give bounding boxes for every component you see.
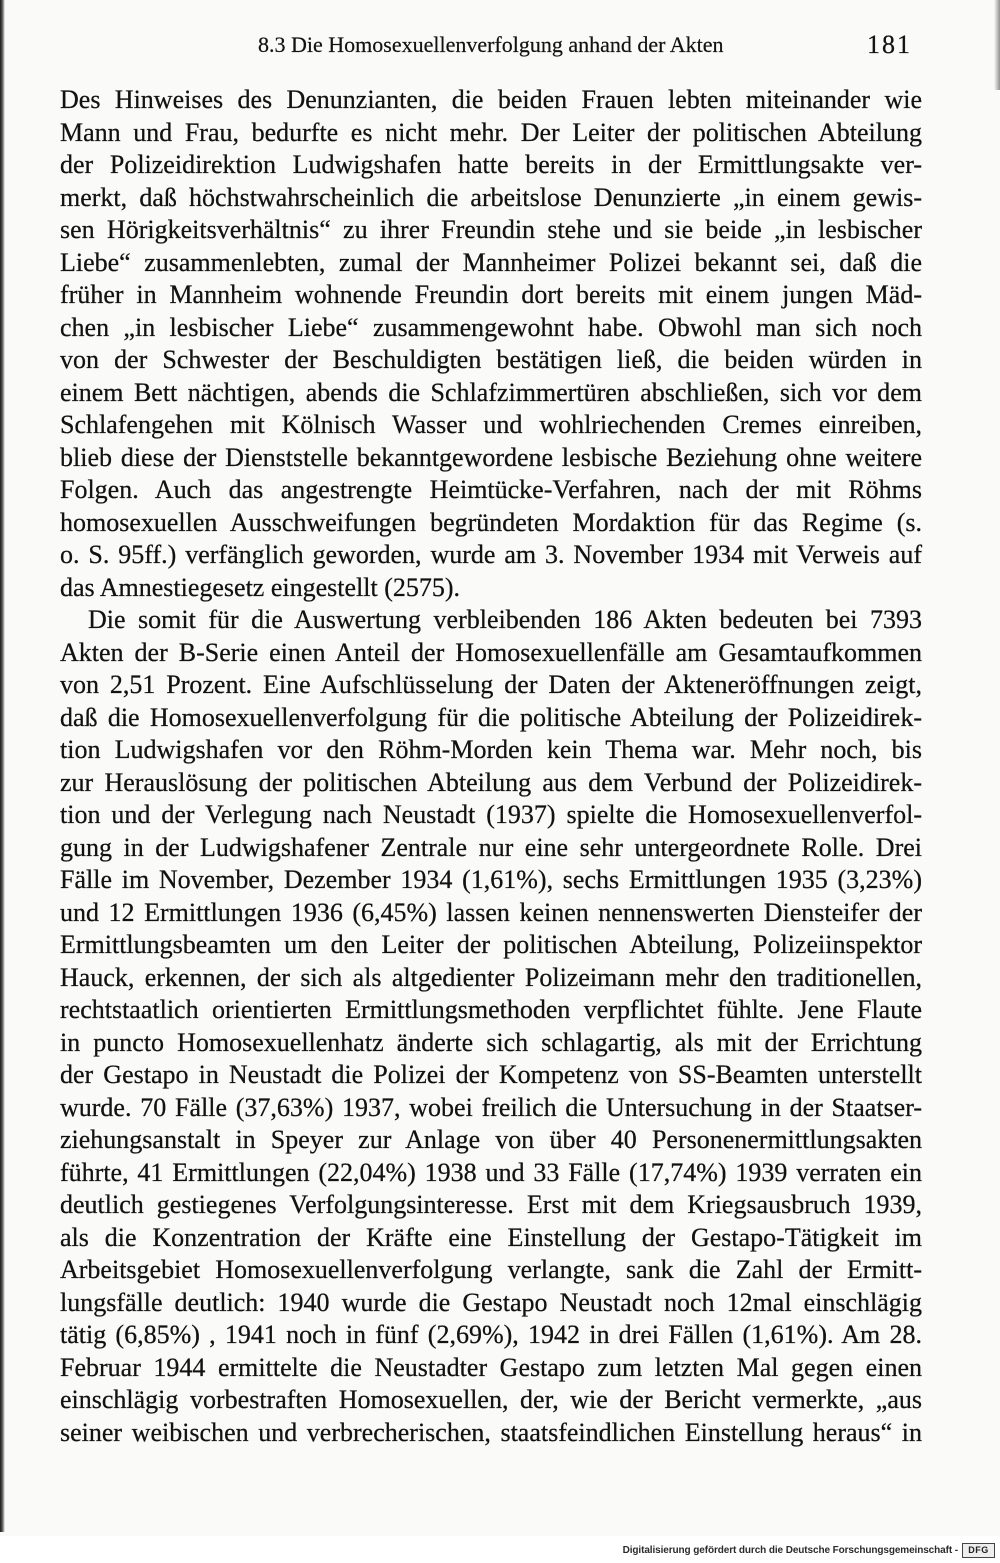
text-line: Arbeitsgebiet Homosexuellenverfolgung verlangte, sank die Zahl der Ermitt- xyxy=(60,1255,922,1284)
text-line: der Gestapo in Neustadt die Polizei der Kompetenz von SS-Beamten unterstellt xyxy=(60,1060,922,1089)
text-line: lungsfälle deutlich: 1940 wurde die Gestapo Neustadt noch 12mal einschlägig xyxy=(60,1287,922,1317)
text-line: Mann und Frau, bedurfte es nicht mehr. Der Leiter der politischen Abteilung xyxy=(60,117,922,147)
running-head xyxy=(0,0,1000,70)
text-line: gung in der Ludwigshafener Zentrale nur eine sehr untergeordnete Rolle. Drei xyxy=(60,832,922,862)
text-line: Folgen. Auch das angestrengte Heimtücke-Verfahren, nach der mit Röhms xyxy=(60,475,922,504)
text-line: sen Hörigkeitsverhältnis“ zu ihrer Freundin stehe und sie beide „in lesbischer xyxy=(60,215,922,244)
text-line: chen „in lesbischer Liebe“ zusammengewohnt habe. Obwohl man sich noch xyxy=(60,312,922,342)
text-line: merkt, daß höchstwahrscheinlich die arbeitslose Denunzierte „in einem gewis- xyxy=(60,182,922,212)
section-title: 8.3 Die Homosexuellenverfolgung anhand der Akten xyxy=(258,32,724,57)
text-line: tätig (6,85%) , 1941 noch in fünf (2,69%), 1942 in drei Fällen (1,61%). Am 28. xyxy=(60,1320,922,1349)
text-line: Schlafengehen mit Kölnisch Wasser und wohlriechenden Cremes einreiben, xyxy=(60,410,922,439)
text-line: Februar 1944 ermittelte die Neustadter Gestapo zum letzten Mal gegen einen xyxy=(60,1352,922,1382)
page-number: 181 xyxy=(867,30,912,59)
footer-credit-text: Digitalisierung gefördert durch die Deutsche Forschungsgemeinschaft - xyxy=(622,1545,958,1556)
digitization-footer xyxy=(0,1536,1000,1563)
paragraph xyxy=(60,604,922,1449)
text-line: Ermittlungsbeamten um den Leiter der politischen Abteilung, Polizeiinspektor xyxy=(60,930,922,959)
text-line: zur Herauslösung der politischen Abteilung aus dem Verbund der Polizeidirek- xyxy=(60,767,922,797)
text-line: Akten der B-Serie einen Anteil der Homosexuellenfälle am Gesamtaufkommen xyxy=(60,637,922,667)
text-line: der Polizeidirektion Ludwigshafen hatte bereits in der Ermittlungsakte ver- xyxy=(60,150,922,179)
text-line: von 2,51 Prozent. Eine Aufschlüsselung der Daten der Akteneröffnungen zeigt, xyxy=(60,670,922,699)
text-line: Hauck, erkennen, der sich als altgedienter Polizeimann mehr den traditionellen, xyxy=(60,962,922,992)
text-line: Liebe“ zusammenlebten, zumal der Mannheimer Polizei bekannt sei, daß die xyxy=(60,247,922,277)
text-line: Des Hinweises des Denunzianten, die beiden Frauen lebten miteinander wie xyxy=(60,85,922,114)
text-line: rechtstaatlich orientierten Ermittlungsmethoden verpflichtet fühlte. Jene Flaute xyxy=(60,995,922,1024)
text-line: Fälle im November, Dezember 1934 (1,61%), sechs Ermittlungen 1935 (3,23%) xyxy=(60,865,922,894)
paragraph-continued xyxy=(60,84,922,604)
text-line: als die Konzentration der Kräfte eine Einstellung der Gestapo-Tätigkeit im xyxy=(60,1222,922,1252)
text-line: seiner weibischen und verbrecherischen, staatsfeindlichen Einstellung heraus“ in xyxy=(60,1417,922,1447)
text-line: homosexuellen Ausschweifungen begründeten Mordaktion für das Regime (s. xyxy=(60,507,922,537)
text-line: tion Ludwigshafen vor den Röhm-Morden kein Thema war. Mehr noch, bis xyxy=(60,735,922,764)
text-line: früher in Mannheim wohnende Freundin dort bereits mit einem jungen Mäd- xyxy=(60,280,922,309)
text-line: Die somit für die Auswertung verbleibenden 186 Akten bedeuten bei 7393 xyxy=(88,605,922,634)
dfg-logo: DFG xyxy=(962,1543,995,1558)
body-text xyxy=(60,84,922,1449)
text-line: und 12 Ermittlungen 1936 (6,45%) lassen keinen nennenswerten Diensteifer der xyxy=(60,897,922,927)
text-line: in puncto Homosexuellenhatz änderte sich schlagartig, als mit der Errichtung xyxy=(60,1027,922,1057)
text-line: von der Schwester der Beschuldigten bestätigen ließ, die beiden würden in xyxy=(60,345,922,374)
text-line: einschlägig vorbestraften Homosexuellen, der, wie der Bericht vermerkte, „aus xyxy=(60,1385,922,1414)
text-line: wurde. 70 Fälle (37,63%) 1937, wobei freilich die Untersuchung in der Staatser- xyxy=(60,1092,922,1122)
text-line: blieb diese der Dienststelle bekanntgewordene lesbische Beziehung ohne weitere xyxy=(60,442,922,472)
text-line: einem Bett nächtigen, abends die Schlafzimmertüren abschließen, sich vor dem xyxy=(60,377,922,407)
text-line: das Amnestiegesetz eingestellt (2575). xyxy=(60,572,461,602)
text-line: führte, 41 Ermittlungen (22,04%) 1938 und 33 Fälle (17,74%) 1939 verraten ein xyxy=(60,1157,922,1187)
text-line: daß die Homosexuellenverfolgung für die politische Abteilung der Polizeidirek- xyxy=(60,702,922,732)
text-line: tion und der Verlegung nach Neustadt (1937) spielte die Homosexuellenverfol- xyxy=(60,800,922,829)
scan-edge-shadow xyxy=(0,0,5,1532)
text-line: deutlich gestiegenes Verfolgungsinteresse. Erst mit dem Kriegsausbruch 1939, xyxy=(60,1190,922,1219)
text-line: ziehungsanstalt in Speyer zur Anlage von über 40 Personenermittlungsakten xyxy=(60,1125,922,1154)
text-line: o. S. 95ff.) verfänglich geworden, wurde am 3. November 1934 mit Verweis auf xyxy=(60,540,922,569)
